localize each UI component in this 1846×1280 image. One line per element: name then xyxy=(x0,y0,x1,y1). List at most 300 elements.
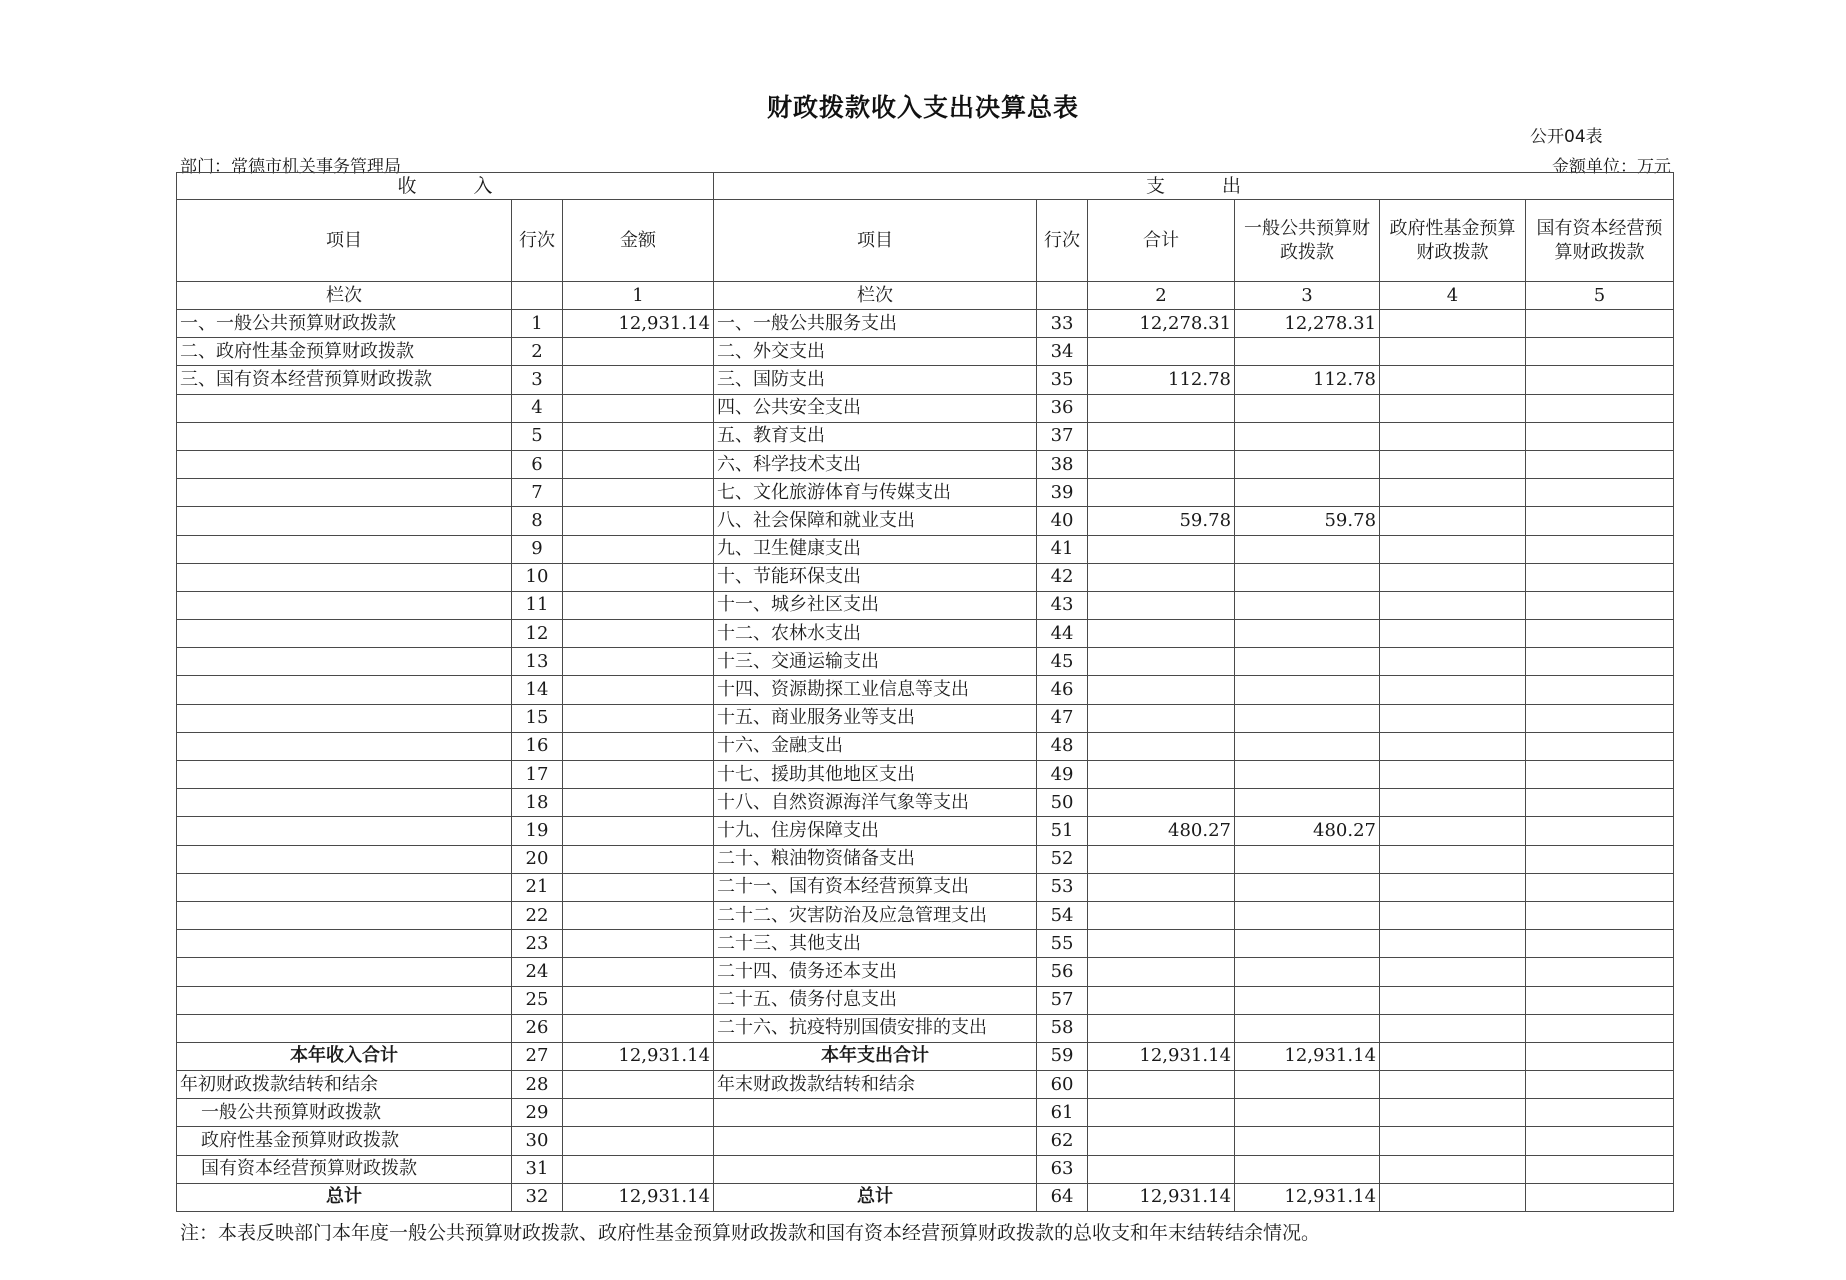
expense-total xyxy=(1088,479,1235,507)
expense-general-budget xyxy=(1235,732,1380,760)
expense-state-capital xyxy=(1526,479,1674,507)
expense-item: 十七、援助其他地区支出 xyxy=(714,761,1037,789)
expense-state-capital xyxy=(1526,620,1674,648)
expense-total xyxy=(1088,563,1235,591)
income-amount xyxy=(563,591,714,619)
income-item xyxy=(177,676,512,704)
expense-total xyxy=(1088,422,1235,450)
end-row-61-general-budget xyxy=(1235,1099,1380,1127)
expense-fund-budget xyxy=(1380,704,1526,732)
income-amount xyxy=(563,761,714,789)
income-row-number: 21 xyxy=(512,873,563,901)
expense-row-number: 33 xyxy=(1037,310,1088,338)
expense-general-budget xyxy=(1235,761,1380,789)
table-row xyxy=(177,761,1674,789)
year-expense-total-state-capital xyxy=(1526,1042,1674,1070)
expense-total xyxy=(1088,986,1235,1014)
income-item xyxy=(177,620,512,648)
income-row-number: 6 xyxy=(512,450,563,478)
income-row-number: 17 xyxy=(512,761,563,789)
expense-total xyxy=(1088,535,1235,563)
income-amount xyxy=(563,958,714,986)
expense-item: 二、外交支出 xyxy=(714,338,1037,366)
income-item xyxy=(177,761,512,789)
expense-fund-budget xyxy=(1380,873,1526,901)
year-income-total-amount: 12,931.14 xyxy=(563,1042,714,1070)
expense-fund-budget xyxy=(1380,338,1526,366)
expense-general-budget: 59.78 xyxy=(1235,507,1380,535)
end-row-62-row-number: 62 xyxy=(1037,1127,1088,1155)
income-item xyxy=(177,394,512,422)
table-row xyxy=(177,535,1674,563)
income-item-header: 项目 xyxy=(177,200,512,282)
general-budget-header: 一般公共预算财政拨款 xyxy=(1235,200,1380,282)
grand-total-income-row-number: 32 xyxy=(512,1183,563,1211)
income-amount xyxy=(563,507,714,535)
end-balance-label: 年末财政拨款结转和结余 xyxy=(714,1071,1037,1099)
col-label-left: 栏次 xyxy=(177,282,512,310)
col-index-empty xyxy=(1037,282,1088,310)
expense-fund-budget xyxy=(1380,958,1526,986)
begin-general-budget-amount xyxy=(563,1099,714,1127)
expense-fund-budget xyxy=(1380,789,1526,817)
expense-item: 三、国防支出 xyxy=(714,366,1037,394)
begin-balance-label: 年初财政拨款结转和结余 xyxy=(177,1071,512,1099)
income-row-number: 13 xyxy=(512,648,563,676)
income-row-number: 7 xyxy=(512,479,563,507)
summary-row xyxy=(177,1071,1674,1099)
expense-row-number: 35 xyxy=(1037,366,1088,394)
expense-total xyxy=(1088,845,1235,873)
income-amount xyxy=(563,845,714,873)
table-row xyxy=(177,507,1674,535)
expense-fund-budget xyxy=(1380,845,1526,873)
expense-state-capital xyxy=(1526,591,1674,619)
income-row-number: 2 xyxy=(512,338,563,366)
income-item xyxy=(177,930,512,958)
expense-fund-budget xyxy=(1380,310,1526,338)
grand-total-expense-fund-budget xyxy=(1380,1183,1526,1211)
expense-fund-budget xyxy=(1380,901,1526,929)
expense-total xyxy=(1088,591,1235,619)
income-item xyxy=(177,450,512,478)
column-index-row xyxy=(177,282,1674,310)
income-amount xyxy=(563,450,714,478)
expense-total: 59.78 xyxy=(1088,507,1235,535)
expense-fund-budget xyxy=(1380,648,1526,676)
income-item: 二、政府性基金预算财政拨款 xyxy=(177,338,512,366)
table-row xyxy=(177,817,1674,845)
end-row-63-row-number: 63 xyxy=(1037,1155,1088,1183)
table-row xyxy=(177,591,1674,619)
expense-total xyxy=(1088,648,1235,676)
expense-state-capital xyxy=(1526,704,1674,732)
income-item xyxy=(177,1014,512,1042)
income-item xyxy=(177,873,512,901)
end-row-62-total xyxy=(1088,1127,1235,1155)
begin-general-budget-row-number: 29 xyxy=(512,1099,563,1127)
income-row-number: 11 xyxy=(512,591,563,619)
table-row xyxy=(177,873,1674,901)
col-index-2: 2 xyxy=(1088,282,1235,310)
expense-item: 十九、住房保障支出 xyxy=(714,817,1037,845)
income-amount xyxy=(563,394,714,422)
year-expense-total-general-budget: 12,931.14 xyxy=(1235,1042,1380,1070)
table-row xyxy=(177,620,1674,648)
end-row-61-label xyxy=(714,1099,1037,1127)
income-amount xyxy=(563,873,714,901)
header-row-columns xyxy=(177,200,1674,282)
expense-state-capital xyxy=(1526,817,1674,845)
expense-state-capital xyxy=(1526,648,1674,676)
income-item xyxy=(177,845,512,873)
year-income-total-label: 本年收入合计 xyxy=(177,1042,512,1070)
grand-total-expense-general-budget: 12,931.14 xyxy=(1235,1183,1380,1211)
income-amount xyxy=(563,535,714,563)
income-row-number: 19 xyxy=(512,817,563,845)
income-amount xyxy=(563,620,714,648)
income-item xyxy=(177,817,512,845)
end-row-62-fund-budget xyxy=(1380,1127,1526,1155)
income-row-number: 18 xyxy=(512,789,563,817)
expense-item: 七、文化旅游体育与传媒支出 xyxy=(714,479,1037,507)
expense-general-budget xyxy=(1235,338,1380,366)
expense-general-budget xyxy=(1235,620,1380,648)
expense-row-number: 34 xyxy=(1037,338,1088,366)
grand-total-expense-row-number: 64 xyxy=(1037,1183,1088,1211)
expense-row-number: 52 xyxy=(1037,845,1088,873)
table-row xyxy=(177,479,1674,507)
expense-state-capital xyxy=(1526,732,1674,760)
expense-item: 二十三、其他支出 xyxy=(714,930,1037,958)
expense-general-budget xyxy=(1235,450,1380,478)
expense-state-capital xyxy=(1526,563,1674,591)
col-label-right: 栏次 xyxy=(714,282,1037,310)
expense-general-budget xyxy=(1235,1014,1380,1042)
begin-balance-amount xyxy=(563,1071,714,1099)
fund-budget-header: 政府性基金预算财政拨款 xyxy=(1380,200,1526,282)
expense-fund-budget xyxy=(1380,422,1526,450)
expense-row-number: 37 xyxy=(1037,422,1088,450)
expense-general-budget xyxy=(1235,479,1380,507)
year-income-total-row-number: 27 xyxy=(512,1042,563,1070)
expense-row-number: 51 xyxy=(1037,817,1088,845)
end-balance-row-number: 60 xyxy=(1037,1071,1088,1099)
income-amount xyxy=(563,817,714,845)
expense-item: 十三、交通运输支出 xyxy=(714,648,1037,676)
expense-general-budget xyxy=(1235,422,1380,450)
expense-total: 12,278.31 xyxy=(1088,310,1235,338)
income-amount xyxy=(563,1014,714,1042)
end-row-63-general-budget xyxy=(1235,1155,1380,1183)
expense-fund-budget xyxy=(1380,986,1526,1014)
table-row xyxy=(177,676,1674,704)
income-row-number: 15 xyxy=(512,704,563,732)
expense-section-header: 支 出 xyxy=(714,173,1674,200)
expense-state-capital xyxy=(1526,789,1674,817)
form-number: 公开04表 xyxy=(1530,127,1603,147)
grand-total-expense-state-capital xyxy=(1526,1183,1674,1211)
expense-item: 十六、金融支出 xyxy=(714,732,1037,760)
income-section-header: 收 入 xyxy=(177,173,714,200)
income-row-number: 24 xyxy=(512,958,563,986)
expense-fund-budget xyxy=(1380,535,1526,563)
table-row xyxy=(177,563,1674,591)
expense-fund-budget xyxy=(1380,1014,1526,1042)
income-row-number: 3 xyxy=(512,366,563,394)
expense-fund-budget xyxy=(1380,450,1526,478)
end-balance-state-capital xyxy=(1526,1071,1674,1099)
budget-summary-table xyxy=(176,172,1674,1212)
grand-total-expense-total: 12,931.14 xyxy=(1088,1183,1235,1211)
amount-unit-label: 金额单位：万元 xyxy=(1552,157,1671,177)
expense-item: 十、节能环保支出 xyxy=(714,563,1037,591)
income-row-number: 22 xyxy=(512,901,563,929)
department-label: 部门：常德市机关事务管理局 xyxy=(180,157,401,177)
expense-total: 480.27 xyxy=(1088,817,1235,845)
end-row-61-state-capital xyxy=(1526,1099,1674,1127)
begin-fund-budget-label: 政府性基金预算财政拨款 xyxy=(177,1127,512,1155)
expense-total: 112.78 xyxy=(1088,366,1235,394)
expense-total xyxy=(1088,901,1235,929)
table-row xyxy=(177,704,1674,732)
expense-state-capital xyxy=(1526,930,1674,958)
income-amount xyxy=(563,986,714,1014)
year-expense-total-row-number: 59 xyxy=(1037,1042,1088,1070)
col-index-3: 3 xyxy=(1235,282,1380,310)
expense-general-budget xyxy=(1235,394,1380,422)
expense-item: 九、卫生健康支出 xyxy=(714,535,1037,563)
state-capital-header: 国有资本经营预算财政拨款 xyxy=(1526,200,1674,282)
income-amount xyxy=(563,422,714,450)
income-item xyxy=(177,479,512,507)
table-row xyxy=(177,450,1674,478)
expense-fund-budget xyxy=(1380,394,1526,422)
expense-item: 四、公共安全支出 xyxy=(714,394,1037,422)
expense-row-number: 56 xyxy=(1037,958,1088,986)
income-row-number: 25 xyxy=(512,986,563,1014)
expense-row-number: 58 xyxy=(1037,1014,1088,1042)
table-row xyxy=(177,930,1674,958)
expense-general-budget xyxy=(1235,845,1380,873)
expense-item: 十一、城乡社区支出 xyxy=(714,591,1037,619)
expense-row-number: 39 xyxy=(1037,479,1088,507)
income-row-number: 20 xyxy=(512,845,563,873)
year-expense-total-label: 本年支出合计 xyxy=(714,1042,1037,1070)
expense-item: 十八、自然资源海洋气象等支出 xyxy=(714,789,1037,817)
income-row-number: 10 xyxy=(512,563,563,591)
expense-row-number: 50 xyxy=(1037,789,1088,817)
income-item xyxy=(177,986,512,1014)
grand-total-expense-label: 总计 xyxy=(714,1183,1037,1211)
end-row-61-row-number: 61 xyxy=(1037,1099,1088,1127)
summary-row xyxy=(177,1042,1674,1070)
table-row xyxy=(177,310,1674,338)
income-item: 一、一般公共预算财政拨款 xyxy=(177,310,512,338)
income-item xyxy=(177,648,512,676)
income-amount xyxy=(563,648,714,676)
end-row-63-label xyxy=(714,1155,1037,1183)
expense-state-capital xyxy=(1526,394,1674,422)
summary-row xyxy=(177,1099,1674,1127)
footnote: 注：本表反映部门本年度一般公共预算财政拨款、政府性基金预算财政拨款和国有资本经营预算财政拨款的总收支和年末结转结余情况。 xyxy=(180,1222,1321,1244)
income-row-number: 16 xyxy=(512,732,563,760)
income-item xyxy=(177,789,512,817)
expense-item: 二十六、抗疫特别国债安排的支出 xyxy=(714,1014,1037,1042)
total-header: 合计 xyxy=(1088,200,1235,282)
income-row-number: 12 xyxy=(512,620,563,648)
income-row-number: 9 xyxy=(512,535,563,563)
expense-state-capital xyxy=(1526,507,1674,535)
income-row-number: 26 xyxy=(512,1014,563,1042)
income-amount xyxy=(563,338,714,366)
expense-fund-budget xyxy=(1380,817,1526,845)
expense-state-capital xyxy=(1526,366,1674,394)
expense-state-capital xyxy=(1526,1014,1674,1042)
expense-item: 二十二、灾害防治及应急管理支出 xyxy=(714,901,1037,929)
income-row-number: 14 xyxy=(512,676,563,704)
expense-general-budget xyxy=(1235,704,1380,732)
summary-row xyxy=(177,1155,1674,1183)
income-amount xyxy=(563,479,714,507)
expense-general-budget xyxy=(1235,535,1380,563)
income-item xyxy=(177,507,512,535)
expense-item: 二十五、债务付息支出 xyxy=(714,986,1037,1014)
expense-item: 二十、粮油物资储备支出 xyxy=(714,845,1037,873)
table-row xyxy=(177,958,1674,986)
income-row-number: 1 xyxy=(512,310,563,338)
expense-total xyxy=(1088,450,1235,478)
grand-total-income-label: 总计 xyxy=(177,1183,512,1211)
expense-state-capital xyxy=(1526,901,1674,929)
year-expense-total-fund-budget xyxy=(1380,1042,1526,1070)
begin-state-capital-label: 国有资本经营预算财政拨款 xyxy=(177,1155,512,1183)
expense-row-number: 41 xyxy=(1037,535,1088,563)
expense-row-number: 57 xyxy=(1037,986,1088,1014)
expense-total xyxy=(1088,958,1235,986)
table-row xyxy=(177,422,1674,450)
expense-general-budget xyxy=(1235,648,1380,676)
expense-total xyxy=(1088,761,1235,789)
expense-state-capital xyxy=(1526,958,1674,986)
expense-row-number: 48 xyxy=(1037,732,1088,760)
grand-total-income-amount: 12,931.14 xyxy=(563,1183,714,1211)
expense-row-number: 49 xyxy=(1037,761,1088,789)
income-amount xyxy=(563,789,714,817)
begin-state-capital-amount xyxy=(563,1155,714,1183)
expense-item: 十四、资源勘探工业信息等支出 xyxy=(714,676,1037,704)
header-row-section xyxy=(177,173,1674,200)
expense-general-budget xyxy=(1235,873,1380,901)
table-row xyxy=(177,338,1674,366)
income-row-number: 23 xyxy=(512,930,563,958)
income-row-header: 行次 xyxy=(512,200,563,282)
page-title: 财政拨款收入支出决算总表 xyxy=(766,93,1079,122)
income-item xyxy=(177,591,512,619)
summary-row xyxy=(177,1183,1674,1211)
expense-row-number: 44 xyxy=(1037,620,1088,648)
expense-fund-budget xyxy=(1380,620,1526,648)
end-row-62-state-capital xyxy=(1526,1127,1674,1155)
begin-fund-budget-row-number: 30 xyxy=(512,1127,563,1155)
expense-row-number: 42 xyxy=(1037,563,1088,591)
expense-row-number: 55 xyxy=(1037,930,1088,958)
expense-general-budget: 480.27 xyxy=(1235,817,1380,845)
expense-state-capital xyxy=(1526,845,1674,873)
expense-item: 二十一、国有资本经营预算支出 xyxy=(714,873,1037,901)
table-row xyxy=(177,901,1674,929)
expense-fund-budget xyxy=(1380,479,1526,507)
income-item: 三、国有资本经营预算财政拨款 xyxy=(177,366,512,394)
end-balance-total xyxy=(1088,1071,1235,1099)
table-row xyxy=(177,394,1674,422)
begin-state-capital-row-number: 31 xyxy=(512,1155,563,1183)
income-row-number: 5 xyxy=(512,422,563,450)
expense-row-number: 38 xyxy=(1037,450,1088,478)
expense-row-number: 43 xyxy=(1037,591,1088,619)
expense-state-capital xyxy=(1526,310,1674,338)
expense-item: 六、科学技术支出 xyxy=(714,450,1037,478)
expense-fund-budget xyxy=(1380,366,1526,394)
expense-general-budget: 112.78 xyxy=(1235,366,1380,394)
income-amount xyxy=(563,732,714,760)
income-item xyxy=(177,563,512,591)
expense-row-number: 45 xyxy=(1037,648,1088,676)
expense-total xyxy=(1088,620,1235,648)
expense-item: 十二、农林水支出 xyxy=(714,620,1037,648)
end-row-62-general-budget xyxy=(1235,1127,1380,1155)
expense-total xyxy=(1088,873,1235,901)
expense-row-header: 行次 xyxy=(1037,200,1088,282)
col-index-4: 4 xyxy=(1380,282,1526,310)
expense-item-header: 项目 xyxy=(714,200,1037,282)
expense-general-budget xyxy=(1235,676,1380,704)
summary-row xyxy=(177,1127,1674,1155)
table-row xyxy=(177,1014,1674,1042)
income-amount xyxy=(563,676,714,704)
expense-item: 一、一般公共服务支出 xyxy=(714,310,1037,338)
expense-state-capital xyxy=(1526,338,1674,366)
expense-fund-budget xyxy=(1380,591,1526,619)
income-row-number: 4 xyxy=(512,394,563,422)
end-row-61-fund-budget xyxy=(1380,1099,1526,1127)
table-row xyxy=(177,648,1674,676)
expense-row-number: 40 xyxy=(1037,507,1088,535)
end-row-63-state-capital xyxy=(1526,1155,1674,1183)
expense-general-budget xyxy=(1235,563,1380,591)
end-balance-fund-budget xyxy=(1380,1071,1526,1099)
expense-state-capital xyxy=(1526,676,1674,704)
expense-state-capital xyxy=(1526,450,1674,478)
expense-general-budget xyxy=(1235,958,1380,986)
income-amount: 12,931.14 xyxy=(563,310,714,338)
expense-fund-budget xyxy=(1380,563,1526,591)
income-amount xyxy=(563,563,714,591)
end-row-63-fund-budget xyxy=(1380,1155,1526,1183)
expense-total xyxy=(1088,394,1235,422)
table-row xyxy=(177,366,1674,394)
table-row xyxy=(177,845,1674,873)
col-index-5: 5 xyxy=(1526,282,1674,310)
expense-general-budget xyxy=(1235,789,1380,817)
expense-row-number: 47 xyxy=(1037,704,1088,732)
expense-state-capital xyxy=(1526,422,1674,450)
income-row-number: 8 xyxy=(512,507,563,535)
end-row-61-total xyxy=(1088,1099,1235,1127)
income-item xyxy=(177,901,512,929)
year-expense-total-total: 12,931.14 xyxy=(1088,1042,1235,1070)
expense-row-number: 54 xyxy=(1037,901,1088,929)
